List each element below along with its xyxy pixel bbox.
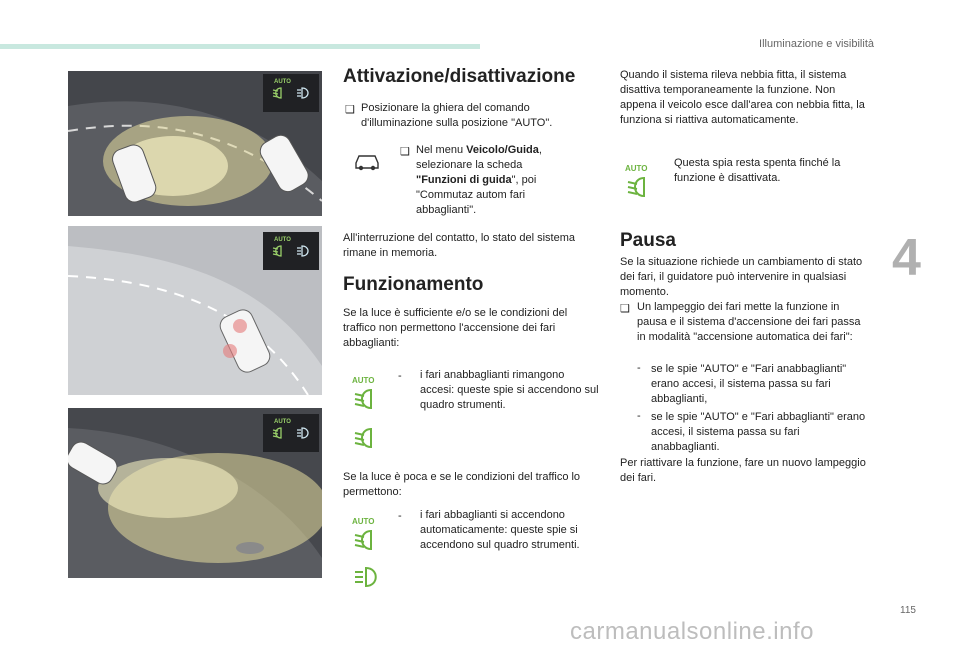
auto-indicator-label: AUTO (625, 164, 648, 173)
low-beam-icon (627, 176, 657, 203)
heading-operation: Funzionamento (343, 274, 484, 295)
text-low-beams-on: i fari anabbaglianti rimangono accesi: queste spie si accendono sul quadro strumenti. (420, 369, 599, 411)
dash-marker: - (637, 362, 641, 374)
high-beam-icon (296, 427, 314, 439)
low-beam-icon (354, 388, 384, 415)
auto-indicator-label: AUTO (352, 517, 375, 526)
bullet-icon: ❑ (400, 146, 410, 158)
car-menu-icon (352, 150, 382, 177)
text-indicator-off: Questa spia resta spenta finché la funzione è disattivata. (674, 157, 841, 184)
road-illustration-2 (68, 226, 322, 395)
heading-activation: Attivazione/disattivazione (343, 66, 576, 87)
text-high-beams-on: i fari abbaglianti si accendono automaticamente: queste spie si accendono sul quadro strumenti. (420, 509, 580, 551)
page-number: 115 (900, 605, 916, 616)
dash-marker: - (637, 410, 641, 422)
auto-indicator-label: AUTO (274, 79, 291, 85)
heading-pause: Pausa (620, 230, 676, 251)
watermark: carmanualsonline.info (570, 618, 814, 645)
high-beam-outline-icon (354, 566, 384, 593)
low-beam-icon (272, 427, 290, 439)
low-beam-icon (272, 245, 290, 257)
text-flash-pause: Un lampeggio dei fari mette la funzione in pausa e il sistema d'accensione dei fari passa in modalità "accensione automatica dei fari": (637, 301, 861, 343)
auto-indicator-label: AUTO (274, 237, 291, 243)
high-beam-outline-icon (296, 87, 314, 99)
text-light-sufficient: Se la luce è sufficiente e/o se le condizioni del traffico non permettono l'accensione dei fari abbaglianti: (343, 307, 568, 349)
chapter-number: 4 (892, 229, 921, 287)
text-light-low: Se la luce è poca e se le condizioni del traffico lo permettono: (343, 471, 581, 498)
text-ring-position: Posizionare la ghiera del comando d'illuminazione sulla posizione "AUTO". (361, 102, 553, 129)
high-beam-outline-icon (296, 245, 314, 257)
dash-marker: - (398, 370, 402, 382)
bullet-icon: ❑ (345, 104, 355, 116)
auto-indicator-label: AUTO (274, 419, 291, 425)
road-illustration-3 (68, 408, 322, 578)
animal-icon (236, 542, 264, 554)
low-beam-icon (354, 427, 384, 454)
text-pause-intro: Se la situazione richiede un cambiamento di stato dei fari, il guidatore può intervenire in qualsiasi momento. (620, 256, 863, 298)
low-beam-icon (272, 87, 290, 99)
text-case-low-to-high: se le spie "AUTO" e "Fari anabbaglianti" erano accesi, il sistema passa su fari abbaglianti, (651, 363, 847, 405)
dash-marker: - (398, 510, 402, 522)
road-illustration-1 (68, 71, 322, 216)
bullet-icon: ❑ (620, 303, 630, 315)
text-memory: All'interruzione del contatto, lo stato del sistema rimane in memoria. (343, 232, 575, 259)
text-menu-instructions: Nel menu Veicolo/Guida, selezionare la scheda "Funzioni di guida", poi "Commutaz autom fari abbaglianti". (416, 144, 542, 216)
header-accent-bar (0, 44, 480, 49)
low-beam-icon (354, 529, 384, 556)
text-reactivate: Per riattivare la funzione, fare un nuovo lampeggio dei fari. (620, 457, 866, 484)
text-case-high-to-low: se le spie "AUTO" e "Fari abbaglianti" erano accesi, il sistema passa su fari anabbaglianti. (651, 411, 866, 453)
section-title: Illuminazione e visibilità (759, 38, 874, 50)
auto-indicator-label: AUTO (352, 376, 375, 385)
text-fog-detection: Quando il sistema rileva nebbia fitta, il sistema disattiva temporaneamente la funzione. Non appena il veicolo esce dall'area con nebbia fitta, la funziona si riattiva automaticamente. (620, 69, 865, 126)
